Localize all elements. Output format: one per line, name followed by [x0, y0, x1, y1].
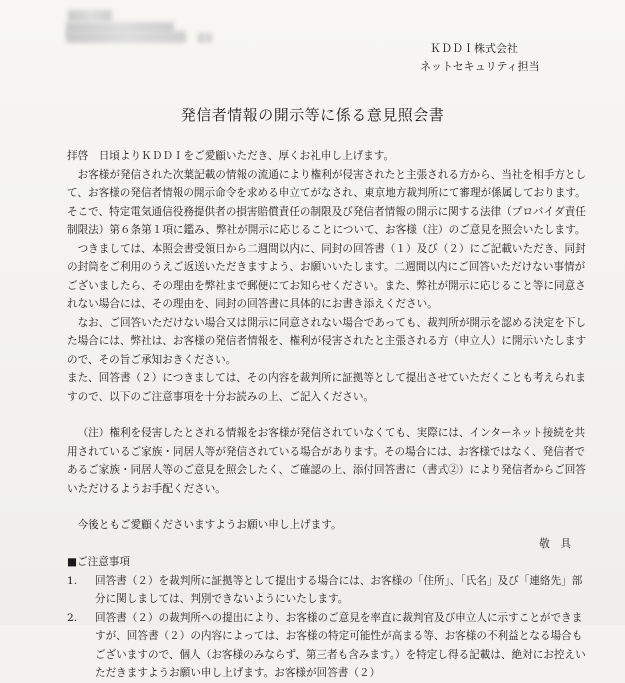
note-item [67, 572, 587, 609]
closing-paragraph: 今後ともご愛顧くださいますようお願い申し上げます。 [77, 519, 342, 531]
note-paragraph: （注）権利を侵害したとされる情報をお客様が発信されていなくても、実際には、インターネット接続を共用されているご家族・同居人等が発信されている場合があります。その場合には、お客様ではなく、発信者であるご家族・同居人等のご意見を照会したく、ご確認の上、添付回答書に（書式②）により発信者からご回答いただけるようお手配ください。 [67, 427, 586, 495]
document-body [67, 147, 587, 683]
greeting-paragraph: 拝啓 日頃よりＫＤＤＩをご愛顧いただき、厚くお礼申し上げます。 [67, 150, 395, 162]
redacted-recipient-line-1 [68, 10, 112, 22]
note-item-number: 2. [67, 611, 78, 624]
notes-list [67, 572, 587, 683]
reply-request-paragraph: つきましては、本照会書受領日から二週間以内に、同封の回答書（１）及び（２）にご記載いただき、同封の封筒をご利用のうえご返送いただきますよう、お願いいたします。二週間以内にご回答いただけない事情がございましたら、その理由を弊社まで郵便にてお知らせください。また、弊社が開示に応じること等に同意されない場合には、その理由を、同封の回答書に具体的にお書き添えください。 [67, 242, 586, 310]
note-item-text: 回答書（２）の裁判所への提出により、お客様のご意見を率直に裁判官及び申立人に示すことができますが、回答書（２）の内容によっては、お客様の特定可能性が高まる等、お客様の不利益となる場合もございますので、個人（お客様のみならず、第三者も含みます。）を特定し得る記載は、絶対にお控えいただきますようお願い申し上げます。お客様が回答書（２） [95, 611, 586, 679]
redacted-recipient-line-3 [66, 31, 186, 43]
document-title: 発信者情報の開示等に係る意見照会書 [180, 106, 445, 124]
sender-block [420, 40, 540, 76]
note-item [67, 609, 587, 683]
evidence-paragraph: また、回答書（２）につきましては、その内容を裁判所に証拠等として提出させていただくことも考えられますので、以下のご注意事項を十分お読みの上、ご記入ください。 [67, 372, 586, 403]
redacted-recipient-line-4 [198, 33, 212, 43]
inquiry-paragraph: お客様が発信された次葉記載の情報の流通により権利が侵害されたと主張される方から、当社を相手方として、お客様の発信者情報の開示命令を求める申立てがなされ、東京地方裁判所にて審理が係属しております。そこで、特定電気通信役務提供者の損害賠償責任の制限及び発信者情報の開示に関する法律（プロバイダ責任制限法）第６条第１項に鑑み、弊社が開示に応じることについて、お客様（注）のご意見を照会いたします。 [67, 168, 587, 236]
note-item-number: 1. [67, 574, 78, 587]
sender-department: ネットセキュリティ担当 [420, 60, 540, 73]
note-item-text: 回答書（２）を裁判所に証拠等として提出する場合には、お客様の「住所」、「氏名」及び「連絡先」部分に関しましては、判別できないようにいたします。 [95, 574, 583, 605]
disclosure-notice-paragraph: なお、ご回答いただけない場合又は開示に同意されない場合であっても、裁判所が開示を認める決定を下した場合には、弊社は、お客様の発信者情報を、権利が侵害されたと主張される方（申立人）に開示いたしますので、その旨ご承知おきください。 [67, 316, 587, 366]
keigu-sign-off: 敬 具 [539, 537, 571, 550]
notes-heading: ■ご注意事項 [67, 556, 130, 568]
sender-company: ＫＤＤＩ株式会社 [430, 42, 518, 55]
